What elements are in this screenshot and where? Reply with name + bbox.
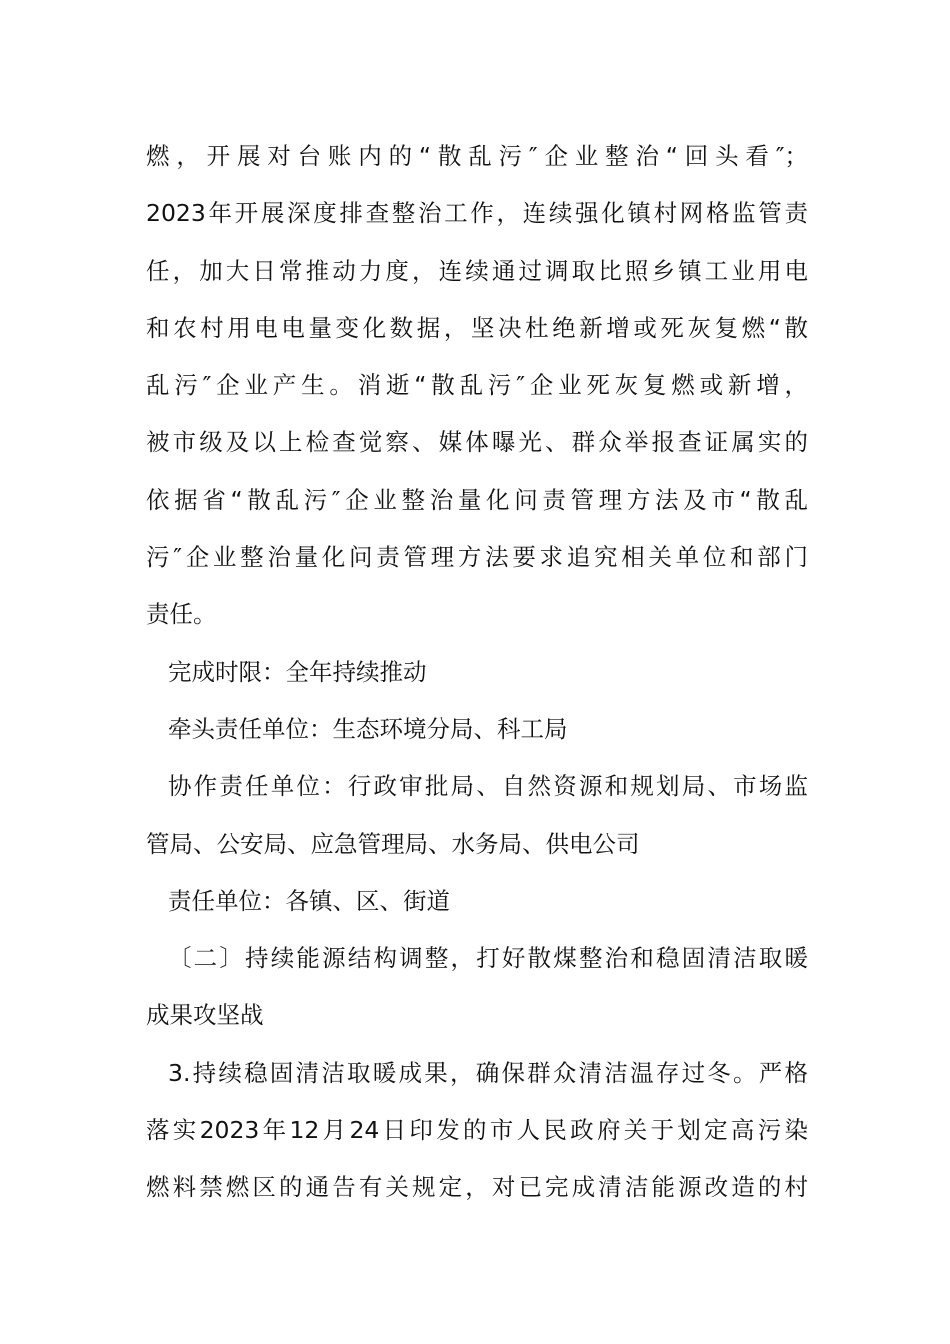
item-3-heading: 3.持续稳固清洁取暖成果，确保群众清洁温存过冬。严格 [168, 1058, 808, 1087]
text-line: 责任。 [146, 600, 217, 629]
lead-units: 牵头责任单位：生态环境分局、科工局 [168, 714, 568, 743]
text-line: 被市级及以上检查觉察、媒体曝光、群众举报查证属实的 [146, 428, 808, 457]
section-heading-cont: 成果攻坚战 [146, 1001, 264, 1030]
text-line: 污″企业整治量化问责管理方法要求追究相关单位和部门 [146, 543, 808, 572]
text-line: 任，加大日常推动力度，连续通过调取比照乡镇工业用电 [146, 256, 808, 285]
text-line: 和农村用电电量变化数据，坚决杜绝新增或死灰复燃“散 [146, 313, 808, 342]
document-body [146, 128, 808, 1217]
cooperating-units-cont: 管局、公安局、应急管理局、水务局、供电公司 [146, 829, 640, 858]
text-line: 落实2023年12月24日印发的市人民政府关于划定高污染 [146, 1116, 808, 1145]
section-heading: 〔二〕持续能源结构调整，打好散煤整治和稳固清洁取暖 [168, 944, 808, 973]
text-line: 2023年开展深度排查整治工作，连续强化镇村网格监管责 [146, 199, 808, 228]
cooperating-units: 协作责任单位：行政审批局、自然资源和规划局、市场监 [168, 772, 808, 801]
text-line: 依据省“散乱污″企业整治量化问责管理方法及市“散乱 [146, 485, 808, 514]
text-line: 乱污″企业产生。消逝“散乱污″企业死灰复燃或新增， [146, 371, 808, 400]
responsible-units: 责任单位：各镇、区、街道 [168, 886, 450, 915]
text-line: 燃，开展对台账内的“散乱污″企业整治“回头看″； [146, 142, 808, 170]
text-line: 燃料禁燃区的通告有关规定，对已完成清洁能源改造的村 [146, 1173, 808, 1202]
completion-deadline: 完成时限：全年持续推动 [168, 657, 427, 686]
